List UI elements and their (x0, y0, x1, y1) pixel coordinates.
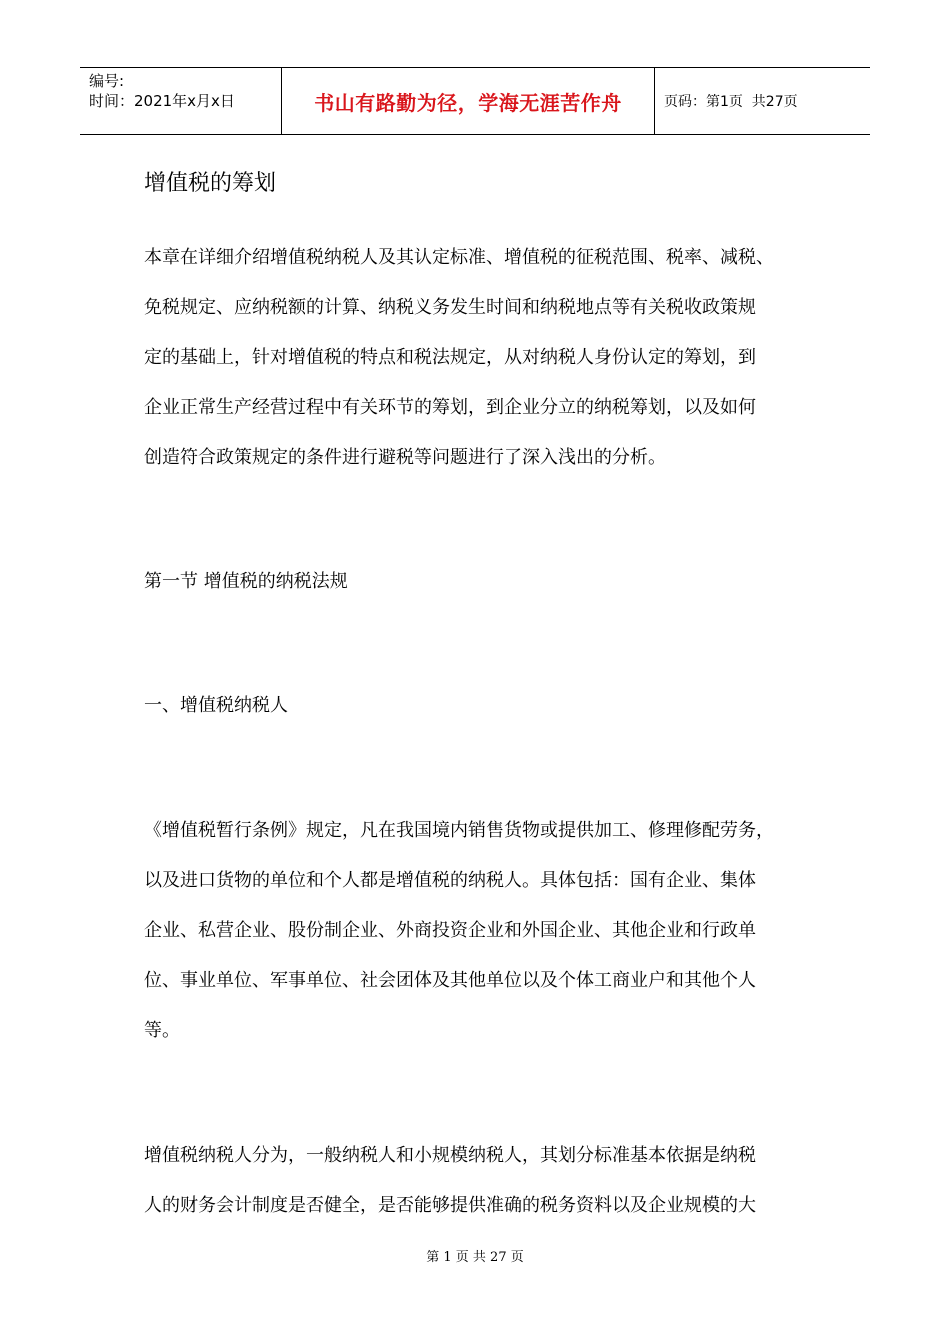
page-header (80, 67, 870, 135)
subsection-heading-text: 一、增值税纳税人 (144, 695, 288, 716)
text-line: 位、事业单位、军事单位、社会团体及其他单位以及个体工商业户和其他个人 (144, 970, 756, 991)
text-line: 企业、私营企业、股份制企业、外商投资企业和外国企业、其他企业和行政单 (144, 920, 756, 941)
subsection-heading (144, 681, 824, 731)
document-number-label: 编号: (89, 72, 125, 90)
footer-page-number: 第 1 页 共 27 页 (426, 1250, 524, 1265)
text-line: 增值税纳税人分为，一般纳税人和小规模纳税人，其划分标准基本依据是纳税 (144, 1145, 756, 1166)
document-date-label: 时间：2021年x月x日 (89, 92, 235, 110)
section-heading-text: 第一节 增值税的纳税法规 (144, 571, 348, 592)
header-page-info: 页码：第1页 共27页 (664, 94, 798, 110)
text-line: 等。 (144, 1020, 180, 1041)
header-motto-cell (282, 68, 655, 134)
text-line: 免税规定、应纳税额的计算、纳税义务发生时间和纳税地点等有关税收政策规 (144, 297, 756, 318)
text-line: 《增值税暂行条例》规定，凡在我国境内销售货物或提供加工、修理修配劳务， (144, 820, 774, 841)
header-meta-cell (80, 68, 282, 134)
section-heading (144, 557, 824, 607)
header-page-cell (655, 68, 870, 134)
paragraph-taxpayers (144, 806, 824, 1056)
page-footer (0, 1246, 950, 1265)
text-line: 本章在详细介绍增值税纳税人及其认定标准、增值税的征税范围、税率、减税、 (144, 247, 774, 268)
document-title: 增值税的筹划 (144, 171, 277, 196)
text-line: 以及进口货物的单位和个人都是增值税的纳税人。具体包括：国有企业、集体 (144, 870, 756, 891)
text-line: 企业正常生产经营过程中有关环节的筹划，到企业分立的纳税筹划，以及如何 (144, 397, 756, 418)
paragraph-classification (144, 1131, 824, 1231)
header-motto: 书山有路勤为径，学海无涯苦作舟 (314, 90, 622, 115)
text-line: 人的财务会计制度是否健全，是否能够提供准确的税务资料以及企业规模的大 (144, 1195, 756, 1216)
intro-paragraph (144, 233, 824, 483)
text-line: 创造符合政策规定的条件进行避税等问题进行了深入浅出的分析。 (144, 447, 666, 468)
text-line: 定的基础上，针对增值税的特点和税法规定，从对纳税人身份认定的筹划，到 (144, 347, 756, 368)
